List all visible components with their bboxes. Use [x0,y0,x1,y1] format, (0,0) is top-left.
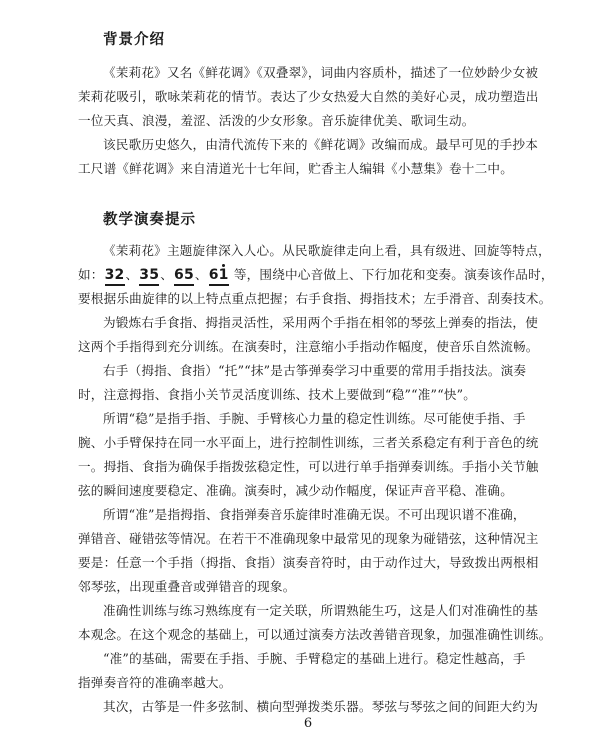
paragraph-line: “准”的基础，需要在手指、手腕、手臂稳定的基础上进行。稳定性越高，手 [103,651,526,666]
note-group: 35 [139,267,159,283]
notation-suffix: 等，围绕中心音做上、下行加花和变奏。演奏该作品时， [229,267,554,282]
section-heading-teaching-tips: 教学演奏提示 [103,212,196,228]
paragraph-line: 为锻炼右手食指、拇指灵活性，采用两个手指在相邻的琴弦上弹奏的指法，使 [103,315,538,330]
paragraph-line: 《茉莉花》又名《鲜花调》《双叠翠》，词曲内容质朴，描述了一位妙龄少女被 [103,65,539,80]
note-group: 61 [209,267,229,283]
paragraph-line: 腕、小手臂保持在同一水平面上，进行控制性训练，三者关系稳定有利于音色的统 [78,435,539,450]
paragraph-line: 要是：任意一个手指（拇指、食指）演奏音符时，由于动作过大，导致拨出两根相 [78,555,539,570]
notation-line [78,264,554,283]
note-group: 32 [105,267,125,283]
paragraph-line: 邻琴弦，出现重叠音或弹错音的现象。 [78,579,296,594]
paragraph-line: 其次，古筝是一件多弦制、横向型弹拨类乐器。琴弦与琴弦之间的间距大约为 [103,699,538,714]
paragraph-line: 工尺谱《鲜花调》来自清道光十七年间，贮香主人编辑《小慧集》卷十二中。 [78,161,513,176]
paragraph-line: 茉莉花吸引，歌咏茉莉花的情节。表达了少女热爱大自然的美好心灵，成功塑造出 [78,89,539,104]
paragraph-line: 《茉莉花》主题旋律深入人心。从民歌旋律走向上看，具有级进、回旋等特点， [103,243,551,258]
note-group: 65 [174,267,194,283]
paragraph-line: 时，注意拇指、食指小关节灵活度训练、技术上要做到“稳”“准”“快”。 [78,387,477,402]
paragraph-line: 所谓“准”是指拇指、食指弹奏音乐旋律时准确无误。不可出现识谱不准确， [103,507,526,522]
jianpu-notes: 32 、35 、65 、61 [104,264,230,283]
section-heading-background: 背景介绍 [103,32,165,48]
paragraph-line: 这两个手指得到充分训练。在演奏时，注意缩小手指动作幅度，使音乐自然流畅。 [78,339,539,354]
paragraph-line: 右手（拇指、食指）“托”“抹”是古筝弹奏学习中重要的常用手指技法。演奏 [103,363,527,378]
paragraph-line: 该民歌历史悠久，由清代流传下来的《鲜花调》改编而成。最早可见的手抄本 [103,137,538,152]
notation-prefix: 如： [78,267,104,282]
paragraph-line: 所谓“稳”是指手指、手腕、手臂核心力量的稳定性训练。尽可能使手指、手 [103,411,526,426]
paragraph-line: 指弹奏音符的准确率越大。 [78,675,232,690]
paragraph-line: 要根据乐曲旋律的以上特点重点把握；右手食指、拇指技术；左手滑音、刮奏技术。 [78,291,552,306]
page-number: 6 [303,716,313,731]
paragraph-line: 准确性训练与练习熟练度有一定关联，所谓熟能生巧，这是人们对准确性的基 [103,603,538,618]
paragraph-line: 弹错音、碰错弦等情况。在若干不准确现象中最常见的现象为碰错弦，这种情况主 [78,531,539,546]
paragraph-line: 弦的瞬间速度要稳定、准确。演奏时，减少动作幅度，保证声音平稳、准确。 [78,483,513,498]
paragraph-line: 一。拇指、食指为确保手指拨弦稳定性，可以进行单手指弹奏训练。手指小关节触 [78,459,539,474]
paragraph-line: 一位天真、浪漫，羞涩、活泼的少女形象。音乐旋律优美、歌词生动。 [78,113,475,128]
paragraph-line: 本观念。在这个观念的基础上，可以通过演奏方法改善错音现象，加强准确性训练。 [78,627,552,642]
